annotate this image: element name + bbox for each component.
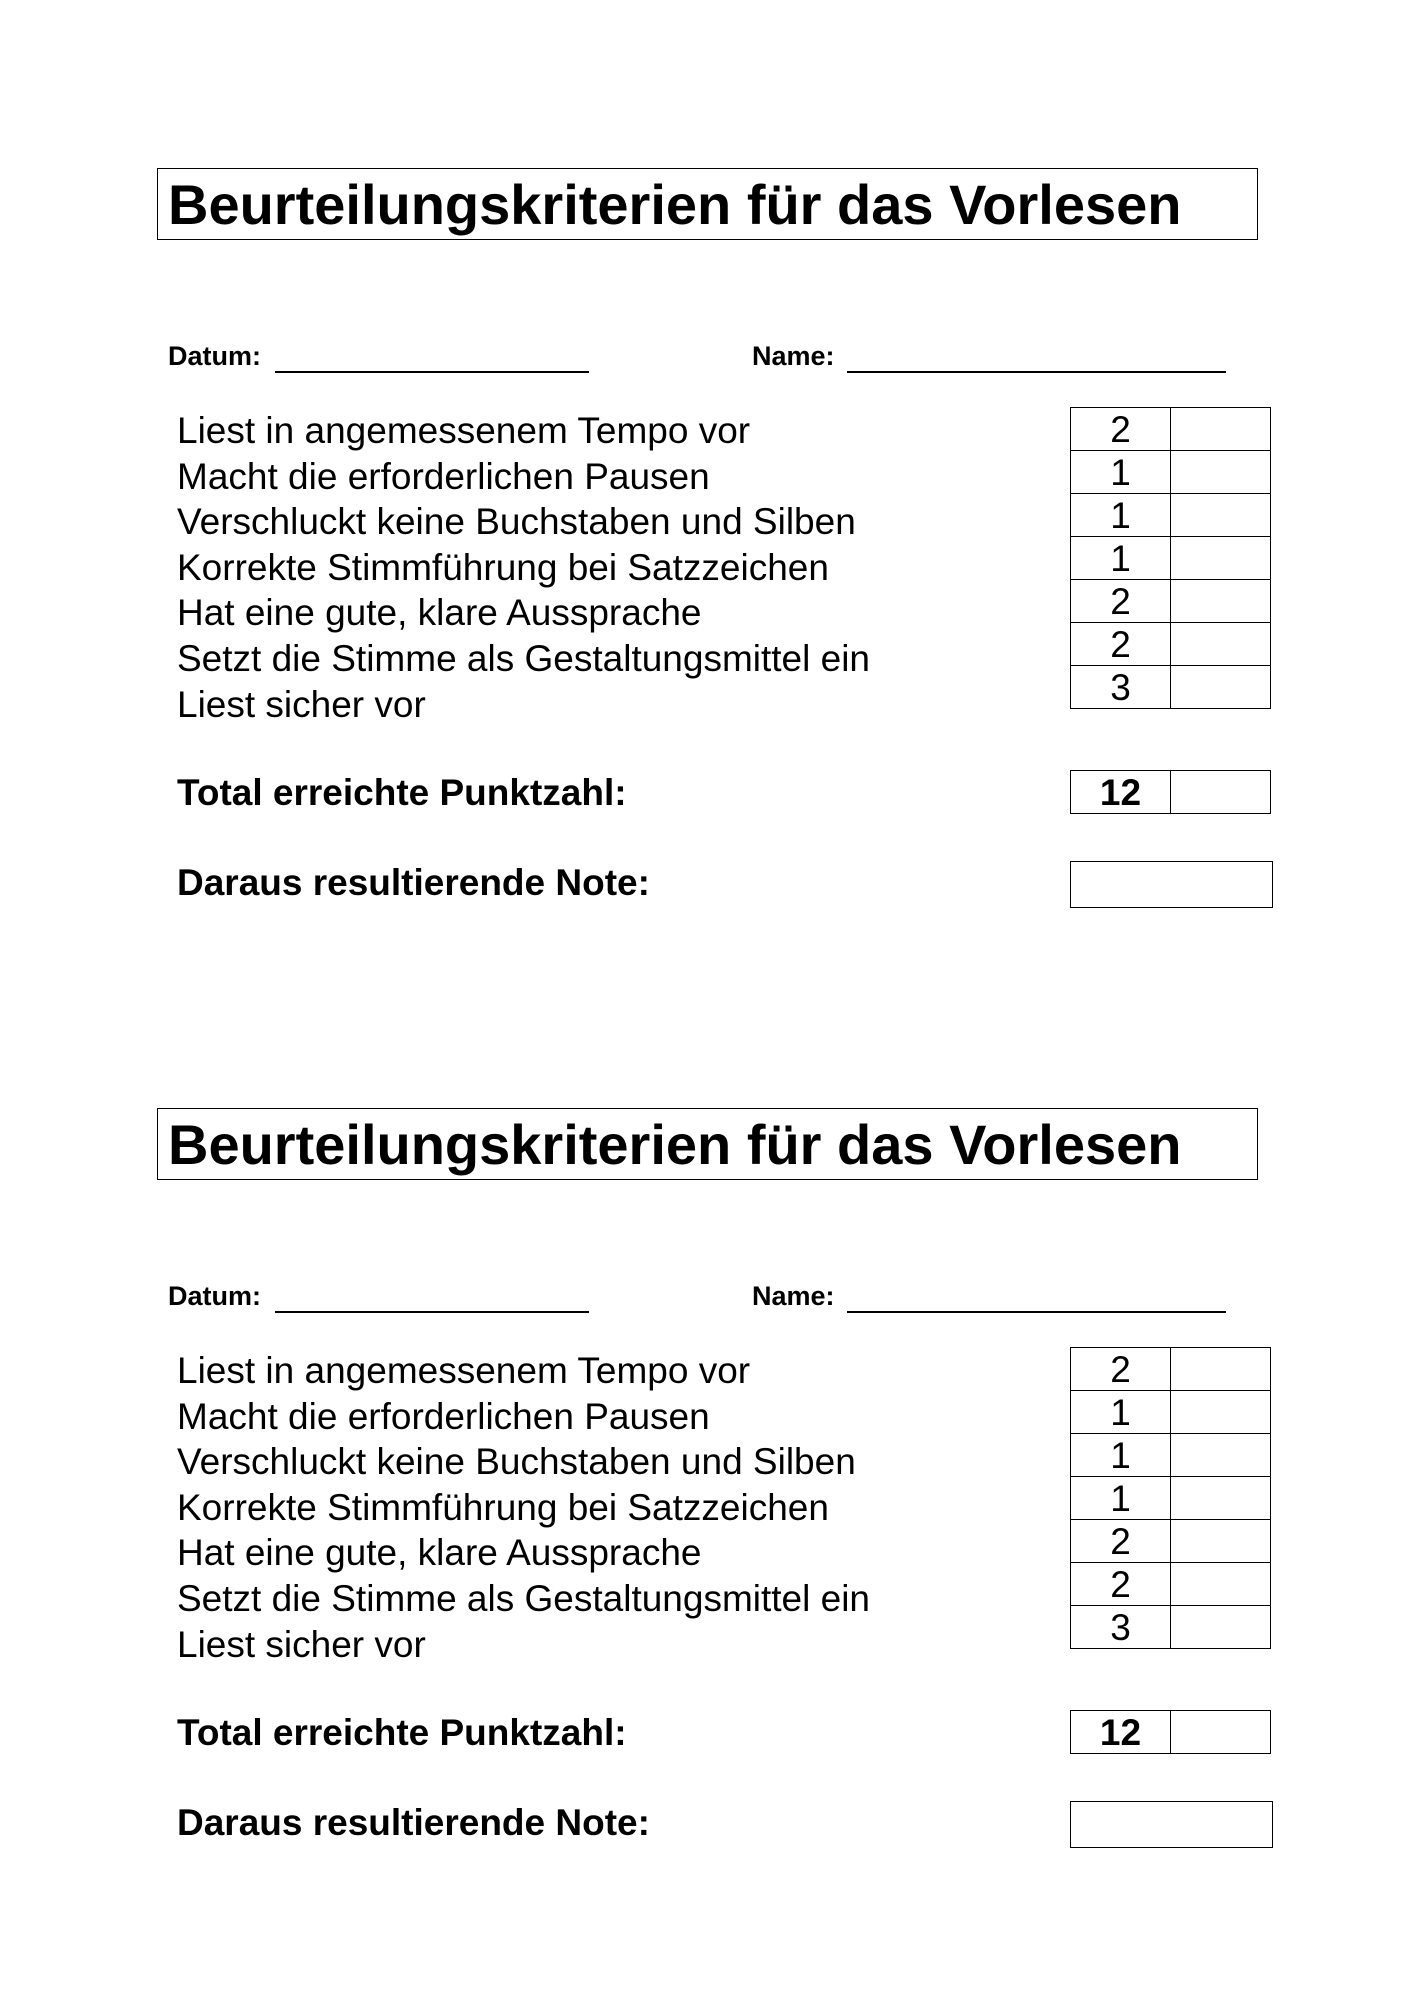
grade-field[interactable]	[1070, 861, 1273, 908]
date-field[interactable]	[275, 1311, 589, 1313]
criterion-label: Liest in angemessenem Tempo vor	[177, 410, 751, 451]
score-row	[1071, 1391, 1271, 1434]
form-title: Beurteilungskriterien für das Vorlesen	[168, 173, 1182, 236]
total-points-cell: 12	[1071, 771, 1171, 814]
name-field[interactable]	[847, 371, 1226, 373]
score-entry-cell[interactable]	[1171, 1520, 1271, 1563]
score-entry-cell[interactable]	[1171, 451, 1271, 494]
evaluation-form-1	[0, 0, 1414, 940]
score-grid	[1070, 407, 1271, 709]
score-row	[1071, 451, 1271, 494]
total-row	[1071, 1711, 1271, 1754]
criterion-label: Hat eine gute, klare Aussprache	[177, 592, 702, 634]
score-grid	[1070, 1347, 1271, 1649]
max-points-cell: 1	[1071, 1391, 1171, 1434]
max-points-cell: 1	[1071, 537, 1171, 580]
total-grid	[1070, 770, 1271, 814]
score-row	[1071, 623, 1271, 666]
criterion-label: Liest sicher vor	[177, 683, 426, 725]
criterion-label: Liest sicher vor	[177, 1623, 426, 1665]
criterion-label: Verschluckt keine Buchstaben und Silben	[177, 501, 856, 543]
max-points-cell: 2	[1071, 1520, 1171, 1563]
name-label: Name:	[752, 341, 835, 371]
score-entry-cell[interactable]	[1171, 580, 1271, 623]
date-label: Datum:	[168, 1281, 261, 1311]
score-row	[1071, 494, 1271, 537]
score-entry-cell[interactable]	[1171, 408, 1271, 451]
total-points-cell: 12	[1071, 1711, 1171, 1754]
score-entry-cell[interactable]	[1171, 1348, 1271, 1391]
score-entry-cell[interactable]	[1171, 1563, 1271, 1606]
score-entry-cell[interactable]	[1171, 1434, 1271, 1477]
score-row	[1071, 1348, 1271, 1391]
criterion-label: Hat eine gute, klare Aussprache	[177, 1532, 702, 1574]
max-points-cell: 3	[1071, 666, 1171, 709]
score-row	[1071, 580, 1271, 623]
score-entry-cell[interactable]	[1171, 1477, 1271, 1520]
title-box	[157, 1108, 1258, 1180]
criterion-label: Macht die erforderlichen Pausen	[177, 1395, 710, 1437]
max-points-cell: 1	[1071, 494, 1171, 537]
score-row	[1071, 666, 1271, 709]
score-row	[1071, 408, 1271, 451]
criterion-label: Setzt die Stimme als Gestaltungsmittel ein	[177, 1577, 871, 1619]
max-points-cell: 1	[1071, 1434, 1171, 1477]
total-row	[1071, 771, 1271, 814]
criterion-label: Verschluckt keine Buchstaben und Silben	[177, 1441, 856, 1483]
criterion-label: Macht die erforderlichen Pausen	[177, 455, 710, 497]
title-box	[157, 168, 1258, 240]
score-row	[1071, 1477, 1271, 1520]
criterion-label: Korrekte Stimmführung bei Satzzeichen	[177, 546, 829, 588]
score-row	[1071, 537, 1271, 580]
score-row	[1071, 1434, 1271, 1477]
form-title: Beurteilungskriterien für das Vorlesen	[168, 1113, 1182, 1176]
grade-field[interactable]	[1070, 1801, 1273, 1848]
score-entry-cell[interactable]	[1171, 537, 1271, 580]
total-score-cell[interactable]	[1171, 771, 1271, 814]
max-points-cell: 1	[1071, 451, 1171, 494]
max-points-cell: 3	[1071, 1606, 1171, 1649]
max-points-cell: 1	[1071, 1477, 1171, 1520]
total-label: Total erreichte Punktzahl:	[177, 1712, 627, 1753]
max-points-cell: 2	[1071, 1563, 1171, 1606]
criterion-label: Setzt die Stimme als Gestaltungsmittel ein	[177, 637, 871, 679]
max-points-cell: 2	[1071, 580, 1171, 623]
score-entry-cell[interactable]	[1171, 1391, 1271, 1434]
grade-label: Daraus resultierende Note:	[177, 862, 650, 903]
max-points-cell: 2	[1071, 1348, 1171, 1391]
criterion-label: Liest in angemessenem Tempo vor	[177, 1350, 751, 1391]
max-points-cell: 2	[1071, 408, 1171, 451]
total-label: Total erreichte Punktzahl:	[177, 772, 627, 813]
date-field[interactable]	[275, 371, 589, 373]
criteria-list	[177, 408, 870, 727]
score-entry-cell[interactable]	[1171, 666, 1271, 709]
score-entry-cell[interactable]	[1171, 623, 1271, 666]
name-field[interactable]	[847, 1311, 1226, 1313]
max-points-cell: 2	[1071, 623, 1171, 666]
score-entry-cell[interactable]	[1171, 494, 1271, 537]
score-row	[1071, 1563, 1271, 1606]
date-label: Datum:	[168, 341, 261, 371]
criterion-label: Korrekte Stimmführung bei Satzzeichen	[177, 1486, 829, 1528]
total-grid	[1070, 1710, 1271, 1754]
evaluation-form-2	[0, 940, 1414, 1880]
grade-label: Daraus resultierende Note:	[177, 1802, 650, 1843]
score-row	[1071, 1520, 1271, 1563]
score-entry-cell[interactable]	[1171, 1606, 1271, 1649]
total-score-cell[interactable]	[1171, 1711, 1271, 1754]
score-row	[1071, 1606, 1271, 1649]
name-label: Name:	[752, 1281, 835, 1311]
criteria-list	[177, 1348, 870, 1667]
